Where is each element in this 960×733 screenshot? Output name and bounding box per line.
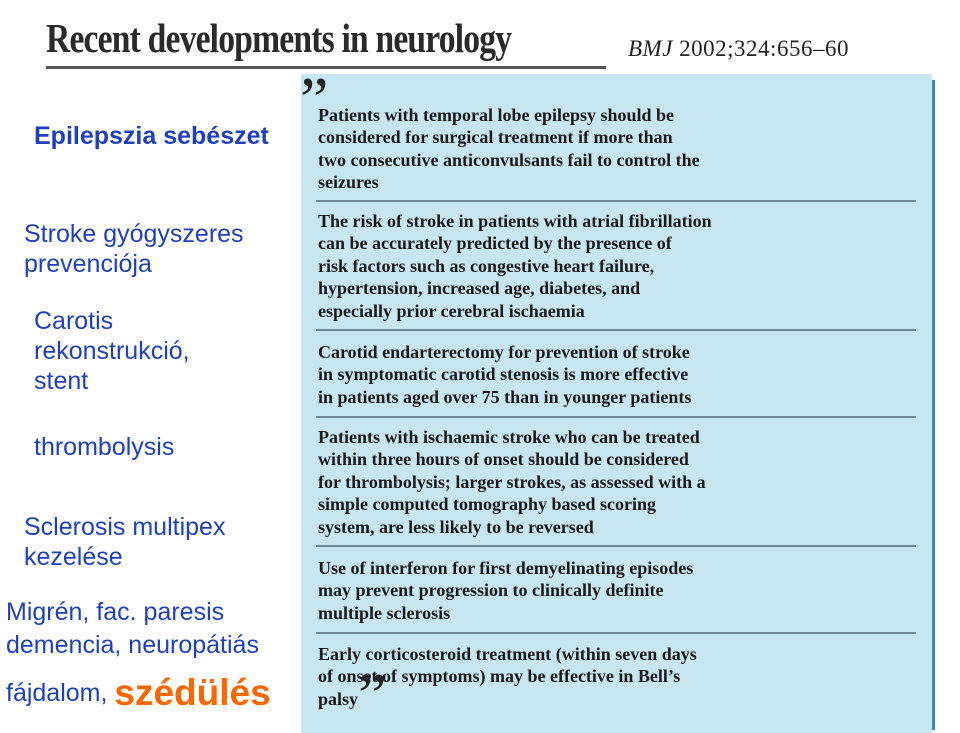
quote-line: palsy [318,688,359,709]
quote-paragraph-stroke [318,210,916,322]
quote-line: Early corticosteroid treatment (within seven days [318,644,697,664]
topic-stroke-line-1: Stroke gyógyszeres [24,220,244,248]
quote-divider [316,545,916,547]
citation-reference: 2002;324:656–60 [679,36,849,61]
quote-line: seizures [318,172,379,193]
quote-divider [316,416,916,418]
quote-divider [316,200,916,202]
topic-vertigo-highlight: szédülés [114,672,271,713]
topic-carotis-line-3: stent [34,367,89,395]
quote-line: in symptomatic carotid stenosis is more effective [318,364,689,385]
quote-line: The risk of stroke in patients with atrial fibrillation [318,211,712,231]
quote-line: multiple sclerosis [318,602,451,623]
topic-pain-vertigo [6,672,271,713]
topic-carotis-line-1: Carotis [34,307,114,335]
topic-ms-line-2: kezelése [24,543,123,571]
quote-line: Patients with temporal lobe epilepsy should be [318,105,675,125]
quote-line: for thrombolysis; larger strokes, as assessed with a [318,471,706,492]
quote-line: can be accurately predicted by the presence of [318,233,672,254]
close-quote-mark: ” [358,660,387,731]
topic-migraine: Migrén, fac. paresis [6,598,225,626]
quote-paragraph-carotid [318,341,916,408]
quote-line: may prevent progression to clinically definite [318,580,664,601]
citation [628,36,849,62]
quote-line: Carotid endarterectomy for prevention of stroke [318,342,690,362]
quote-divider [316,329,916,331]
quote-line: hypertension, increased age, diabetes, and [318,278,641,299]
citation-journal: BMJ [628,36,673,61]
topic-thrombolysis: thrombolysis [34,433,175,461]
topic-dementia: demencia, neuropátiás [6,631,259,659]
quote-panel-edge [932,80,935,730]
topic-stroke-prevention [24,219,244,279]
quote-line: two consecutive anticonvulsants fail to control the [318,149,700,170]
topic-stroke-line-2: prevenciója [24,250,152,278]
quote-line: especially prior cerebral ischaemia [318,300,585,321]
quote-paragraph-thrombolysis [318,426,916,538]
topic-multiple-sclerosis [24,512,225,572]
quote-line: system, are less likely to be reversed [318,516,594,537]
topic-epilepsy: Epilepszia sebészet [34,122,269,150]
quote-line: of onset of symptoms) may be effective in Bell’s [318,666,681,687]
open-quote-mark: ” [300,64,329,135]
quote-line: within three hours of onset should be considered [318,449,689,470]
header-title: Recent developments in neurology [46,15,512,61]
quote-line: risk factors such as congestive heart failure, [318,255,655,276]
quote-paragraph-epilepsy [318,104,916,194]
quote-line: Patients with ischaemic stroke who can be treated [318,427,700,447]
topic-carotis-line-2: rekonstrukció, [34,337,190,365]
quote-paragraph-interferon [318,557,916,624]
topic-pain: fájdalom, [6,679,108,707]
topic-ms-line-1: Sclerosis multipex [24,513,226,541]
topic-carotis [34,306,190,396]
quote-line: considered for surgical treatment if more than [318,127,673,148]
quote-line: Use of interferon for first demyelinating episodes [318,558,694,578]
quote-line: in patients aged over 75 than in younger patients [318,386,692,407]
quote-paragraph-bells-palsy [318,643,916,710]
quote-divider [316,632,916,634]
quote-line: simple computed tomography based scoring [318,494,657,515]
